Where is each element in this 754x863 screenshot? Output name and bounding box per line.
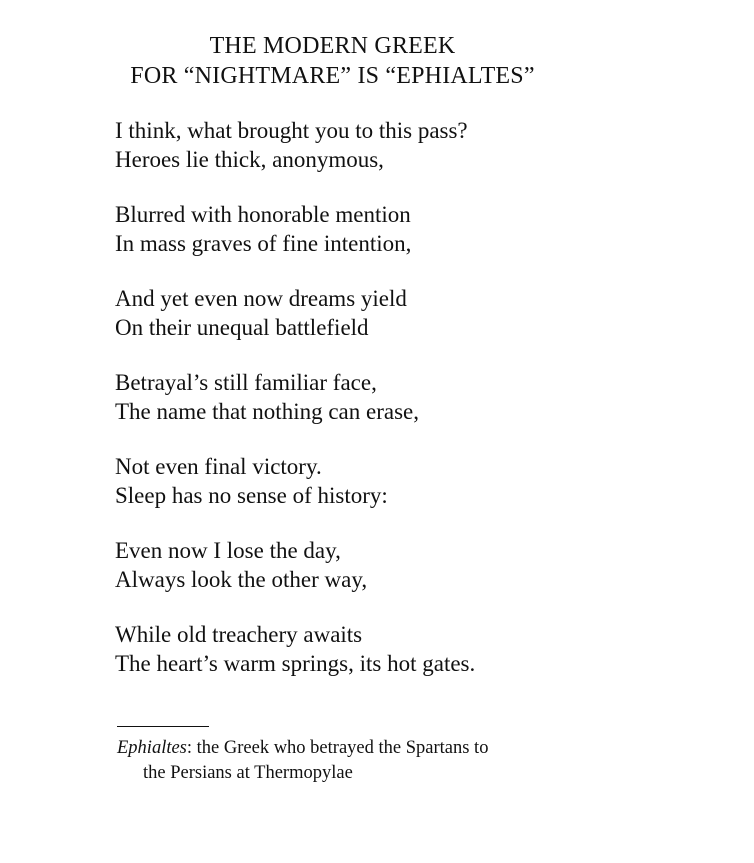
footnote-term: Ephialtes: [117, 738, 187, 758]
verse-line: Betrayal’s still familiar face,: [115, 370, 377, 395]
stanza-3: [115, 284, 675, 342]
stanza-2: [115, 200, 675, 258]
footnote-divider: [117, 726, 209, 727]
poem-body: [115, 116, 675, 704]
footnote-definition-part-1: : the Greek who betrayed the Spartans to: [186, 738, 489, 758]
verse-line: Even now I lose the day,: [115, 538, 341, 563]
verse-line: While old treachery awaits: [115, 622, 363, 647]
footnote-line-1: [117, 736, 717, 761]
verse-line: On their unequal battlefield: [115, 315, 369, 340]
footnote-definition-part-2: the Persians at Thermopylae: [143, 763, 353, 783]
verse-line: Blurred with honorable mention: [115, 202, 411, 227]
stanza-6: [115, 536, 675, 594]
stanza-1: [115, 116, 675, 174]
poem-title: [60, 31, 605, 91]
verse-line: I think, what brought you to this pass?: [115, 118, 468, 143]
poem-title-line-2: FOR “NIGHTMARE” IS “EPHIALTES”: [130, 63, 535, 89]
stanza-7: [115, 620, 675, 678]
stanza-5: [115, 452, 675, 510]
verse-line: Heroes lie thick, anonymous,: [115, 147, 384, 172]
verse-line: Sleep has no sense of history:: [115, 483, 388, 508]
verse-line: In mass graves of fine intention,: [115, 231, 412, 256]
verse-line: And yet even now dreams yield: [115, 286, 407, 311]
verse-line: The name that nothing can erase,: [115, 399, 419, 424]
verse-line: The heart’s warm springs, its hot gates.: [115, 651, 476, 676]
stanza-4: [115, 368, 675, 426]
verse-line: Always look the other way,: [115, 567, 368, 592]
verse-line: Not even final victory.: [115, 454, 322, 479]
footnote: [117, 736, 717, 786]
poem-title-line-1: THE MODERN GREEK: [209, 33, 456, 59]
